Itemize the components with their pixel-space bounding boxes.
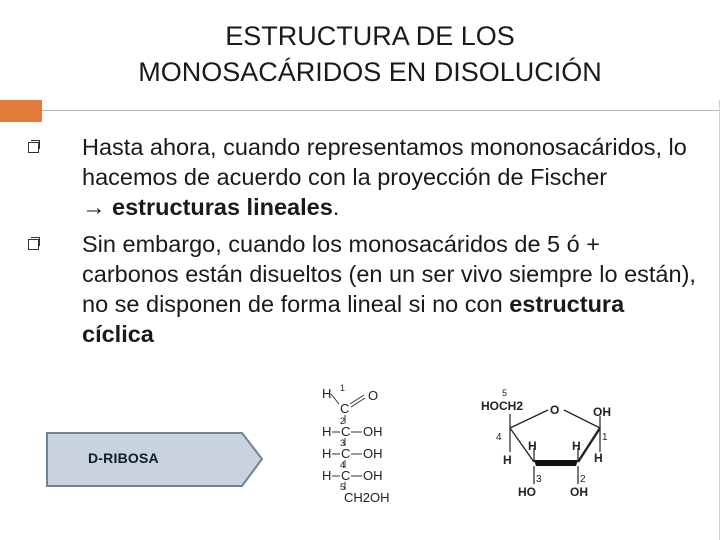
fischer-c4: C	[341, 468, 351, 483]
title-divider	[42, 110, 720, 111]
svg-text:5: 5	[340, 482, 346, 492]
bullet-2-text: Sin embargo, cuando los monosacáridos de 5 ó + carbonos están disueltos (en un ser vivo siempre lo están), no se disponen de forma lineal si no con	[82, 231, 696, 317]
checkbox-bullet-icon	[28, 142, 39, 153]
fischer-c1: C	[340, 401, 350, 416]
svg-text:OH: OH	[363, 424, 383, 439]
svg-text:3: 3	[340, 438, 346, 448]
svg-text:H: H	[594, 451, 603, 465]
fischer-c3: C	[341, 446, 351, 461]
slide-title	[60, 18, 680, 90]
haworth-c2-oh: OH	[570, 485, 588, 499]
svg-text:2: 2	[580, 474, 586, 485]
svg-text:1: 1	[602, 432, 608, 443]
fischer-ch2oh: CH2OH	[344, 490, 390, 505]
haworth-hoch2: HOCH2	[481, 399, 524, 413]
bullet-item-1	[28, 132, 698, 222]
haworth-ring-o: O	[550, 403, 560, 417]
svg-text:H: H	[528, 439, 537, 453]
svg-text:H: H	[322, 468, 332, 483]
svg-text:4: 4	[340, 460, 346, 470]
svg-text:4: 4	[496, 432, 502, 443]
svg-text:OH: OH	[363, 446, 383, 461]
svg-text:3: 3	[536, 474, 542, 485]
haworth-projection	[440, 380, 630, 510]
arrow-icon: →	[82, 194, 106, 220]
bullet-item-2	[28, 229, 698, 349]
haworth-c3-ho: HO	[518, 485, 536, 499]
svg-text:H: H	[503, 453, 512, 467]
svg-text:H: H	[322, 446, 332, 461]
svg-text:H: H	[322, 424, 332, 439]
bullet-1-bold: estructuras lineales	[112, 194, 333, 220]
title-line-1: ESTRUCTURA DE LOS	[225, 21, 515, 51]
checkbox-bullet-icon	[28, 239, 39, 250]
fischer-h-top: H	[322, 386, 332, 401]
svg-text:1: 1	[340, 383, 346, 393]
d-ribosa-label: D-RIBOSA	[88, 450, 159, 466]
svg-text:2: 2	[340, 416, 346, 426]
d-ribosa-label-shape	[46, 432, 264, 487]
haworth-c1-oh: OH	[593, 405, 611, 419]
fischer-projection	[300, 380, 420, 510]
bullet-2-bold: estructura cíclica	[82, 291, 625, 347]
fischer-c2: C	[341, 424, 351, 439]
svg-text:OH: OH	[363, 468, 383, 483]
bullet-1-end: .	[332, 194, 340, 220]
accent-bar	[0, 100, 42, 122]
svg-text:H: H	[572, 439, 581, 453]
bullet-list	[28, 132, 698, 349]
svg-text:5: 5	[502, 388, 508, 398]
title-line-2: MONOSACÁRIDOS EN DISOLUCIÓN	[138, 57, 602, 87]
bullet-1-text: Hasta ahora, cuando representamos mononosacáridos, lo hacemos de acuerdo con la proyección de Fischer	[82, 134, 687, 190]
fischer-o: O	[368, 388, 379, 403]
